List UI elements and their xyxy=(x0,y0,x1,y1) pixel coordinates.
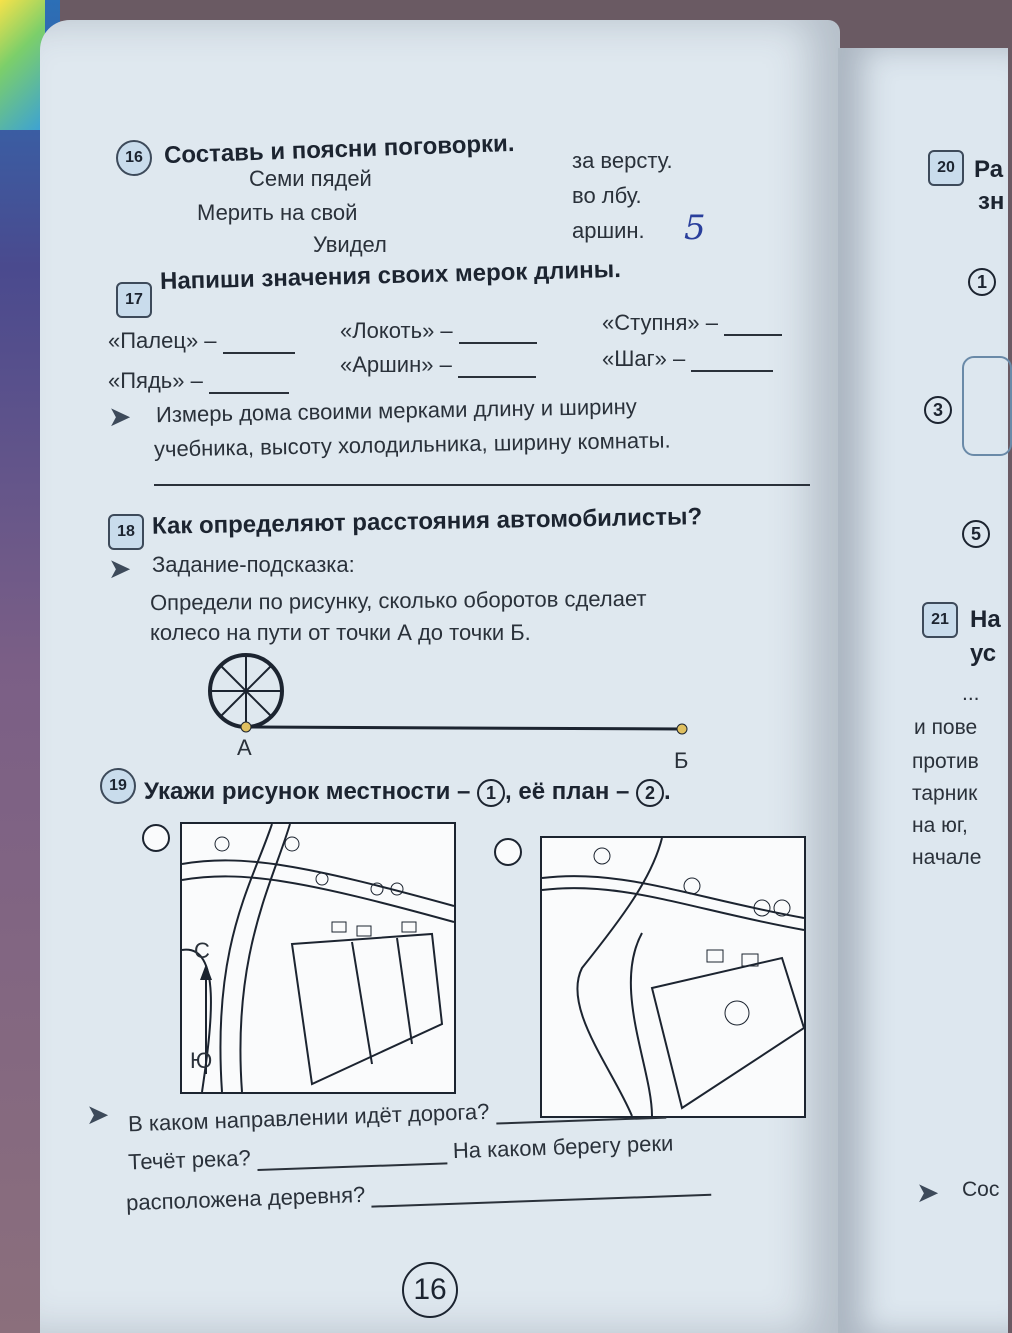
answer-line[interactable] xyxy=(154,484,810,486)
measure-foot-label: «Ступня» – xyxy=(602,310,782,336)
task-21-badge: 21 xyxy=(922,602,958,638)
task-18-hint-label: Задание-подсказка: xyxy=(152,552,355,577)
task-19-question-2: Течёт река? На каком берегу реки xyxy=(127,1130,674,1175)
measure-finger-label: «Палец» – xyxy=(108,328,295,354)
right-text-line-5: начале xyxy=(912,846,982,869)
saying-right-3: аршин. xyxy=(572,218,645,243)
page-number: 16 xyxy=(402,1262,458,1318)
task-20-title-fragment-2: зн xyxy=(978,188,1005,215)
handwritten-mark: 5 xyxy=(684,208,706,248)
point-a-label: А xyxy=(237,735,252,760)
right-text-line-0: ... xyxy=(962,682,980,705)
hint-arrow-icon: ➤ xyxy=(108,553,132,584)
task-17-title: Напиши значения своих мерок длины. xyxy=(159,255,622,296)
point-b-marker xyxy=(677,724,687,734)
task-20-badge: 20 xyxy=(928,150,964,186)
right-box-fragment xyxy=(962,356,1012,456)
task-21-title-fragment-2: ус xyxy=(970,640,997,667)
task-17-badge: 17 xyxy=(116,282,152,318)
task-18-title: Как определяют расстояния автомобилисты? xyxy=(151,503,703,540)
measure-span-label: «Пядь» – xyxy=(108,368,289,394)
point-a-marker xyxy=(241,722,251,732)
terrain-drawing xyxy=(540,836,806,1118)
task-19-badge: 19 xyxy=(100,768,136,804)
saying-left-1: Семи пядей xyxy=(249,166,372,191)
compass-north-label: С xyxy=(194,938,210,963)
saying-left-2: Мерить на свой xyxy=(197,200,358,225)
task-18-hint-2: колесо на пути от точки А до точки Б. xyxy=(150,620,531,645)
instruction-arrow-icon: ➤ xyxy=(108,401,132,432)
saying-left-3: Увидел xyxy=(313,232,387,257)
plan-map-illustration xyxy=(182,824,454,1092)
terrain-illustration xyxy=(542,838,804,1116)
circle-number-2: 2 xyxy=(636,779,664,807)
wheel-icon xyxy=(210,655,282,727)
task-16-badge: 16 xyxy=(116,140,152,176)
option-circle-left[interactable] xyxy=(142,824,170,852)
right-text-line-1: и пове xyxy=(914,716,978,739)
task-19-question-1: В каком направлении идёт дорога? xyxy=(128,1093,666,1138)
saying-right-1: за версту. xyxy=(572,148,673,173)
compass-south-label: Ю xyxy=(190,1048,213,1073)
workbook-page-right xyxy=(838,48,1008,1333)
right-item-5: 5 xyxy=(962,520,990,548)
right-text-line-3: тарник xyxy=(912,782,978,805)
option-circle-right[interactable] xyxy=(494,838,522,866)
task-18-badge: 18 xyxy=(108,514,144,550)
plan-drawing xyxy=(180,822,456,1094)
right-arrow-icon: ➤ xyxy=(916,1177,940,1208)
task-20-title-fragment: Ра xyxy=(974,156,1004,183)
right-item-3: 3 xyxy=(924,396,952,424)
task-18-hint-1: Определи по рисунку, сколько оборотов сделает xyxy=(149,585,647,616)
point-b-label: Б xyxy=(674,748,689,773)
right-bottom-fragment: Сос xyxy=(962,1178,1000,1201)
saying-right-2: во лбу. xyxy=(572,183,642,208)
path-line xyxy=(246,727,682,729)
task-19-question-3: расположена деревня? xyxy=(126,1170,712,1216)
measure-elbow-label: «Локоть» – xyxy=(340,318,537,344)
task-19-title: Укажи рисунок местности – 1 , её план – 2 . xyxy=(144,778,671,805)
right-item-1: 1 xyxy=(968,268,996,296)
measure-arshin-label: «Аршин» – xyxy=(340,352,536,378)
right-text-line-4: на юг, xyxy=(912,814,968,837)
circle-number-1: 1 xyxy=(477,779,505,807)
wheel-diagram xyxy=(200,655,700,735)
task-16-title: Составь и поясни поговорки. xyxy=(163,129,515,170)
notebook-cover-edge xyxy=(0,0,45,130)
question-arrow-icon: ➤ xyxy=(86,1099,110,1130)
task-17-instruction-1: Измерь дома своими мерками длину и ширину xyxy=(155,393,637,428)
task-21-title-fragment: На xyxy=(970,606,1001,633)
task-17-instruction-2: учебника, высоту холодильника, ширину комнаты. xyxy=(153,427,671,462)
right-text-line-2: против xyxy=(912,750,979,773)
measure-step-label: «Шаг» – xyxy=(602,346,773,372)
